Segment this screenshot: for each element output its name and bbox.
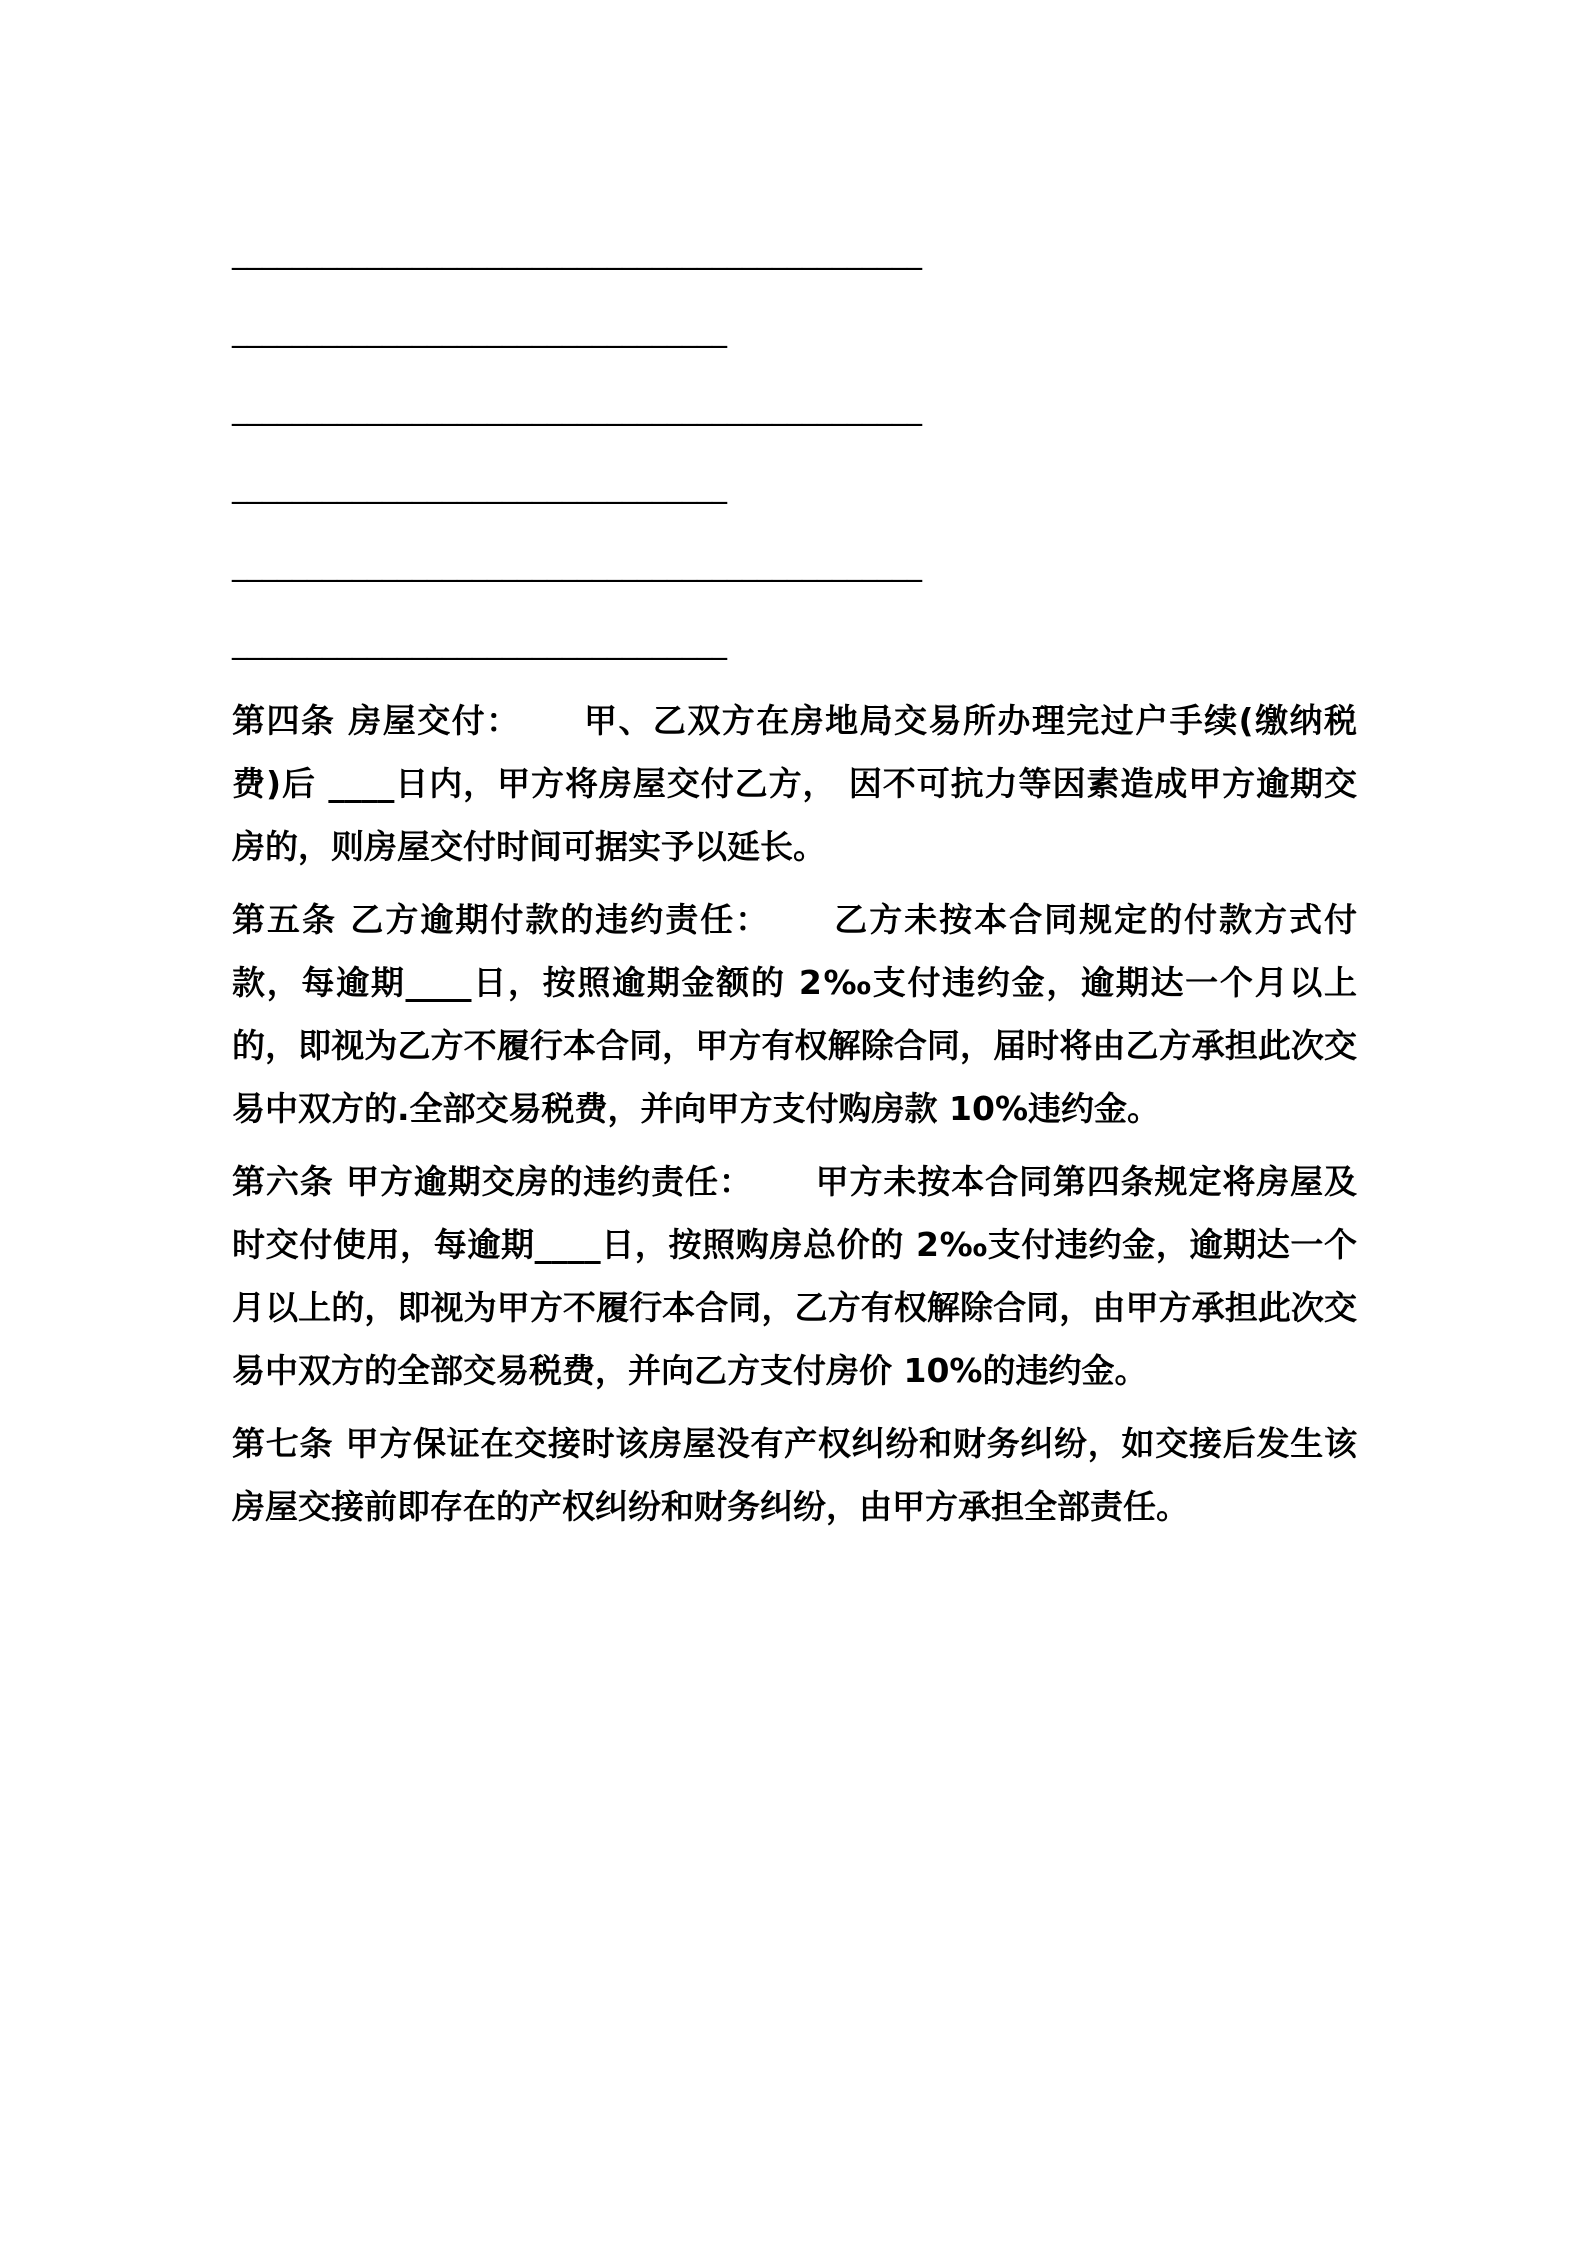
clause-5-text: 乙方未按本合同规定的付款方式付款，每逾期____日，按照逾期金额的 2‰支付违约金，逾期达一个月以上的，即视为乙方不履行本合同，甲方有权解除合同，届时将由乙方承担此次交易中双方的.全部交易税费，并向甲方支付购房款 10%违约金。 xyxy=(232,900,1357,1128)
clause-7-title: 第七条 xyxy=(232,1424,346,1463)
blank-rule-line-4: _________________________________ xyxy=(232,470,727,505)
clause-5 xyxy=(232,888,1357,1140)
clause-4-title: 第四条 房屋交付： xyxy=(232,701,521,740)
document-body xyxy=(232,215,1357,1538)
clause-6-title: 第六条 甲方逾期交房的违约责任： xyxy=(232,1162,753,1201)
blank-rule-line-6: _________________________________ xyxy=(232,626,727,661)
blank-rule-line-1: ______________________________________________ xyxy=(232,236,922,271)
blank-rule-line-2: _________________________________ xyxy=(232,314,727,349)
clause-4 xyxy=(232,689,1357,878)
clause-5-title: 第五条 乙方逾期付款的违约责任： xyxy=(232,900,771,939)
clause-6 xyxy=(232,1150,1357,1402)
clause-7-text: 甲方保证在交接时该房屋没有产权纠纷和财务纠纷，如交接后发生该房屋交接前即存在的产权纠纷和财务纠纷，由甲方承担全部责任。 xyxy=(232,1424,1357,1526)
clause-7 xyxy=(232,1412,1357,1538)
clause-4-text: 甲、乙双方在房地局交易所办理完过户手续(缴纳税费)后 ____日内，甲方将房屋交付乙方， 因不可抗力等因素造成甲方逾期交房的，则房屋交付时间可据实予以延长。 xyxy=(232,701,1357,866)
blank-rule-line-3: ______________________________________________ xyxy=(232,392,922,427)
clause-6-text: 甲方未按本合同第四条规定将房屋及时交付使用，每逾期____日，按照购房总价的 2‰支付违约金，逾期达一个月以上的，即视为甲方不履行本合同，乙方有权解除合同，由甲方承担此次交易中双方的全部交易税费，并向乙方支付房价 10%的违约金。 xyxy=(232,1162,1357,1390)
blank-rule-line-5: ______________________________________________ xyxy=(232,548,922,583)
